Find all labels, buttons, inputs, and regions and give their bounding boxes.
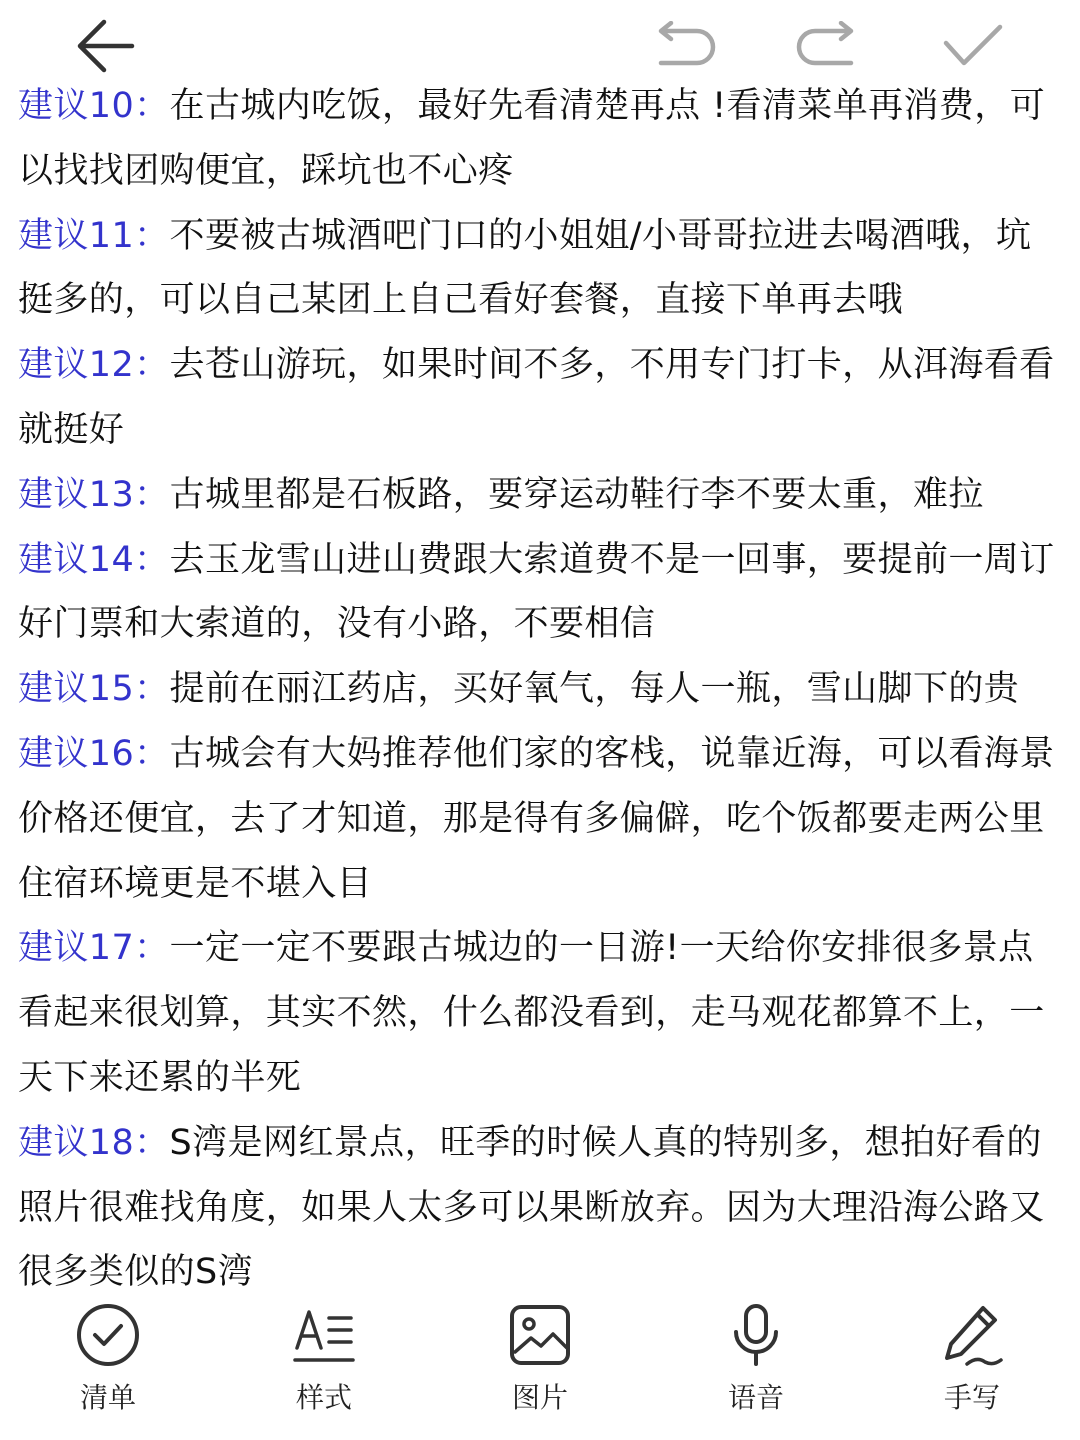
suggestion-text: 去玉龙雪山进山费跟大索道费不是一回事，要提前一周订好门票和大索道的，没有小路，不要相信: [18, 539, 1055, 645]
bottom-toolbar: [0, 1296, 1080, 1440]
voice-button[interactable]: [686, 1296, 826, 1440]
suggestion-text: 提前在丽江药店，买好氧气，每人一瓶，雪山脚下的贵: [169, 669, 1020, 710]
text-style-button[interactable]: [254, 1296, 394, 1440]
suggestion-text: 在古城内吃饭，最好先看清楚再点 !看清菜单再消费，可以找找团购便宜，踩坑也不心疼: [18, 86, 1046, 191]
redo-icon: [793, 21, 863, 71]
checklist-icon: [38, 1300, 178, 1370]
note-paragraph[interactable]: [18, 722, 1058, 916]
suggestion-text: 不要被古城酒吧门口的小姐姐/小哥哥拉进去喝酒哦，坑挺多的，可以自己某团上自己看好套餐，直接下单再去哦: [18, 215, 1032, 321]
note-paragraph[interactable]: [18, 916, 1058, 1110]
note-paragraph[interactable]: [18, 528, 1058, 658]
voice-label: 语音: [727, 1381, 784, 1414]
image-button[interactable]: [470, 1296, 610, 1440]
redo-button[interactable]: [788, 8, 868, 84]
image-label: 图片: [511, 1381, 568, 1414]
suggestion-label: 建议14：: [18, 539, 170, 580]
suggestion-text: 一定一定不要跟古城边的一日游!一天给你安排很多景点看起来很划算，其实不然，什么都没看到，走马观花都算不上，一天下来还累的半死: [18, 928, 1045, 1098]
note-paragraph[interactable]: [18, 333, 1058, 463]
suggestion-label: 建议18：: [18, 1122, 170, 1163]
arrow-left-icon: [74, 14, 138, 78]
text-style-label: 样式: [295, 1381, 352, 1414]
note-paragraph[interactable]: [18, 204, 1058, 334]
suggestion-label: 建议10：: [18, 86, 170, 126]
text-style-icon: [254, 1300, 394, 1370]
note-paragraph[interactable]: [18, 1111, 1058, 1305]
back-button[interactable]: [66, 8, 146, 84]
suggestion-label: 建议17：: [18, 928, 170, 969]
undo-button[interactable]: [644, 8, 724, 84]
checkmark-icon: [940, 21, 1004, 71]
suggestion-text: 古城里都是石板路，要穿运动鞋行李不要太重，难拉: [169, 474, 984, 515]
checklist-button[interactable]: [38, 1296, 178, 1440]
note-paragraph[interactable]: [18, 74, 1058, 204]
pen-icon: [902, 1300, 1042, 1370]
image-icon: [470, 1300, 610, 1370]
undo-icon: [649, 21, 719, 71]
note-paragraph[interactable]: [18, 463, 1058, 528]
suggestion-label: 建议15：: [18, 669, 170, 710]
done-button[interactable]: [932, 8, 1012, 84]
microphone-icon: [686, 1300, 826, 1370]
suggestion-text: 古城会有大妈推荐他们家的客栈，说靠近海，可以看海景价格还便宜，去了才知道，那是得有多偏僻，吃个饭都要走两公里住宿环境更是不堪入目: [18, 733, 1055, 904]
note-paragraph[interactable]: [18, 657, 1058, 722]
handwriting-button[interactable]: [902, 1296, 1042, 1440]
suggestion-label: 建议16：: [18, 733, 170, 774]
note-content[interactable]: [18, 74, 1058, 1306]
suggestion-label: 建议12：: [18, 345, 170, 386]
checklist-label: 清单: [79, 1381, 136, 1414]
suggestion-text: S湾是网红景点，旺季的时候人真的特别多，想拍好看的照片很难找角度，如果人太多可以果断放弃。因为大理沿海公路又很多类似的S湾: [18, 1122, 1045, 1293]
suggestion-label: 建议11：: [18, 215, 170, 256]
suggestion-text: 去苍山游玩，如果时间不多，不用专门打卡，从洱海看看就挺好: [18, 345, 1055, 450]
handwriting-label: 手写: [943, 1381, 1000, 1414]
suggestion-label: 建议13：: [18, 474, 170, 515]
